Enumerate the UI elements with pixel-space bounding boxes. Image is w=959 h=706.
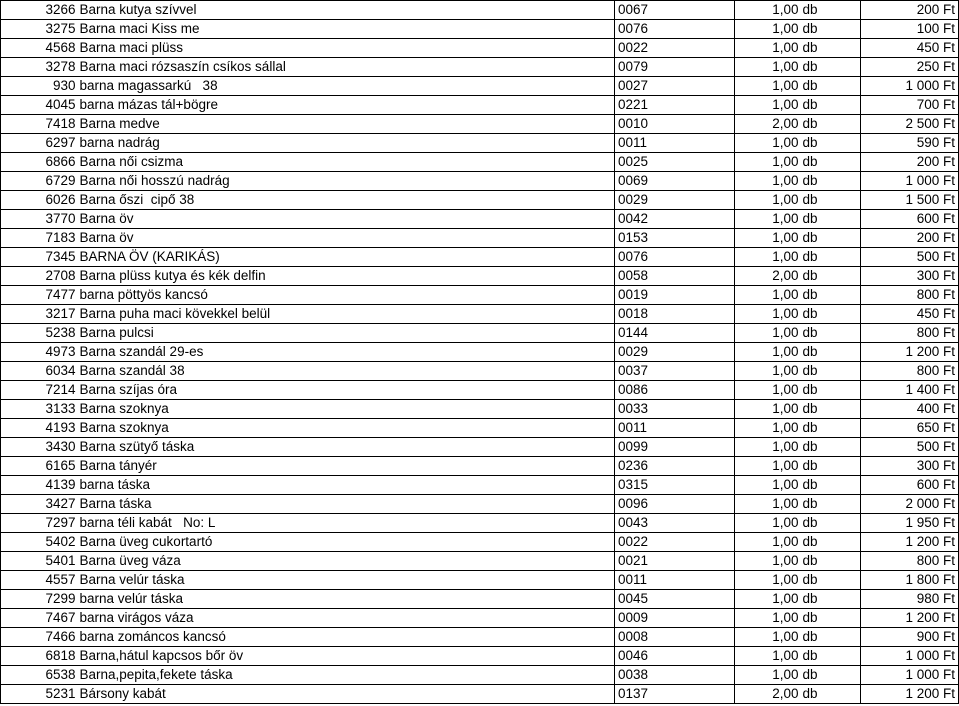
quantity-cell[interactable]: 1,00 [735,438,801,457]
table-row [1,476,959,495]
item-code-cell[interactable]: 0029 [615,343,735,362]
item-id-cell[interactable]: 4568 [1,39,77,58]
item-code-cell[interactable]: 0011 [615,419,735,438]
item-code-cell[interactable]: 0153 [615,229,735,248]
quantity-cell[interactable]: 1,00 [735,39,801,58]
item-name-cell[interactable]: Barna üveg váza [77,552,615,571]
item-code-cell[interactable]: 0038 [615,666,735,685]
item-name-cell[interactable]: barna zománcos kancsó [77,628,615,647]
quantity-cell[interactable]: 1,00 [735,381,801,400]
item-id-cell[interactable]: 4139 [1,476,77,495]
unit-cell[interactable]: db [801,628,861,647]
quantity-cell[interactable]: 1,00 [735,286,801,305]
price-cell[interactable]: 300 Ft [861,267,959,286]
item-id-cell[interactable]: 3770 [1,210,77,229]
item-name-cell[interactable]: barna pöttyös kancsó [77,286,615,305]
unit-cell[interactable]: db [801,286,861,305]
item-code-cell[interactable]: 0058 [615,267,735,286]
item-code-cell[interactable]: 0076 [615,20,735,39]
item-name-cell[interactable]: Barna őszi cipő 38 [77,191,615,210]
table-row [1,172,959,191]
item-id-cell[interactable]: 5401 [1,552,77,571]
price-cell[interactable]: 1 800 Ft [861,571,959,590]
quantity-cell[interactable]: 1,00 [735,172,801,191]
item-name-cell[interactable]: Barna üveg cukortartó [77,533,615,552]
table-row [1,362,959,381]
quantity-cell[interactable]: 1,00 [735,1,801,20]
item-id-cell[interactable]: 7418 [1,115,77,134]
table-row [1,438,959,457]
item-code-cell[interactable]: 0099 [615,438,735,457]
price-cell[interactable]: 1 000 Ft [861,77,959,96]
table-row [1,343,959,362]
price-cell[interactable]: 200 Ft [861,1,959,20]
quantity-cell[interactable]: 1,00 [735,476,801,495]
unit-cell[interactable]: db [801,495,861,514]
quantity-cell[interactable]: 1,00 [735,134,801,153]
price-cell[interactable]: 800 Ft [861,552,959,571]
item-id-cell[interactable]: 3430 [1,438,77,457]
item-code-cell[interactable]: 0009 [615,609,735,628]
price-cell[interactable]: 100 Ft [861,20,959,39]
price-cell[interactable]: 400 Ft [861,400,959,419]
price-cell[interactable]: 450 Ft [861,305,959,324]
unit-cell[interactable]: db [801,685,861,704]
item-name-cell[interactable]: Barna puha maci kövekkel belül [77,305,615,324]
price-cell[interactable]: 200 Ft [861,153,959,172]
table-row [1,552,959,571]
item-id-cell[interactable]: 4193 [1,419,77,438]
price-cell[interactable]: 1 200 Ft [861,533,959,552]
item-code-cell[interactable]: 0315 [615,476,735,495]
item-id-cell[interactable]: 7477 [1,286,77,305]
price-cell[interactable]: 650 Ft [861,419,959,438]
item-code-cell[interactable]: 0086 [615,381,735,400]
quantity-cell[interactable]: 1,00 [735,343,801,362]
item-code-cell[interactable]: 0018 [615,305,735,324]
price-cell[interactable]: 1 500 Ft [861,191,959,210]
item-id-cell[interactable]: 7214 [1,381,77,400]
unit-cell[interactable]: db [801,267,861,286]
quantity-cell[interactable]: 2,00 [735,115,801,134]
item-code-cell[interactable]: 0043 [615,514,735,533]
item-id-cell[interactable]: 7183 [1,229,77,248]
item-id-cell[interactable]: 930 [1,77,77,96]
price-cell[interactable]: 1 000 Ft [861,666,959,685]
item-id-cell[interactable]: 6297 [1,134,77,153]
item-code-cell[interactable]: 0096 [615,495,735,514]
item-id-cell[interactable]: 5402 [1,533,77,552]
item-id-cell[interactable]: 6729 [1,172,77,191]
unit-cell[interactable]: db [801,134,861,153]
item-name-cell[interactable]: Barna velúr táska [77,571,615,590]
unit-cell[interactable]: db [801,590,861,609]
item-code-cell[interactable]: 0236 [615,457,735,476]
inventory-table-body [1,1,959,704]
item-name-cell[interactable]: Bársony kabát [77,685,615,704]
quantity-cell[interactable]: 1,00 [735,571,801,590]
quantity-cell[interactable]: 1,00 [735,191,801,210]
quantity-cell[interactable]: 1,00 [735,210,801,229]
table-row [1,39,959,58]
price-cell[interactable]: 200 Ft [861,229,959,248]
price-cell[interactable]: 980 Ft [861,590,959,609]
item-code-cell[interactable]: 0019 [615,286,735,305]
item-code-cell[interactable]: 0067 [615,1,735,20]
price-cell[interactable]: 300 Ft [861,457,959,476]
item-id-cell[interactable]: 6818 [1,647,77,666]
item-id-cell[interactable]: 6034 [1,362,77,381]
table-row [1,267,959,286]
unit-cell[interactable]: db [801,210,861,229]
unit-cell[interactable]: db [801,58,861,77]
item-id-cell[interactable]: 3278 [1,58,77,77]
price-cell[interactable]: 800 Ft [861,324,959,343]
item-name-cell[interactable]: Barna maci rózsaszín csíkos sállal [77,58,615,77]
table-row [1,457,959,476]
price-cell[interactable]: 250 Ft [861,58,959,77]
quantity-cell[interactable]: 1,00 [735,58,801,77]
item-name-cell[interactable]: Barna szíjas óra [77,381,615,400]
item-name-cell[interactable]: barna téli kabát No: L [77,514,615,533]
quantity-cell[interactable]: 1,00 [735,590,801,609]
item-name-cell[interactable]: Barna szoknya [77,400,615,419]
item-id-cell[interactable]: 4557 [1,571,77,590]
unit-cell[interactable]: db [801,438,861,457]
item-name-cell[interactable]: barna magassarkú 38 [77,77,615,96]
price-cell[interactable]: 500 Ft [861,438,959,457]
price-cell[interactable]: 500 Ft [861,248,959,267]
price-cell[interactable]: 2 500 Ft [861,115,959,134]
item-code-cell[interactable]: 0221 [615,96,735,115]
table-row [1,229,959,248]
unit-cell[interactable]: db [801,533,861,552]
item-name-cell[interactable]: Barna szandál 38 [77,362,615,381]
unit-cell[interactable]: db [801,476,861,495]
item-code-cell[interactable]: 0025 [615,153,735,172]
price-cell[interactable]: 1 000 Ft [861,172,959,191]
table-row [1,495,959,514]
quantity-cell[interactable]: 1,00 [735,248,801,267]
item-name-cell[interactable]: Barna szandál 29-es [77,343,615,362]
item-name-cell[interactable]: Barna női csizma [77,153,615,172]
quantity-cell[interactable]: 1,00 [735,666,801,685]
quantity-cell[interactable]: 2,00 [735,267,801,286]
unit-cell[interactable]: db [801,191,861,210]
item-id-cell[interactable]: 4045 [1,96,77,115]
item-code-cell[interactable]: 0069 [615,172,735,191]
item-name-cell[interactable]: BARNA ÖV (KARIKÁS) [77,248,615,267]
quantity-cell[interactable]: 1,00 [735,20,801,39]
table-row [1,647,959,666]
item-code-cell[interactable]: 0008 [615,628,735,647]
item-id-cell[interactable]: 6866 [1,153,77,172]
price-cell[interactable]: 1 200 Ft [861,685,959,704]
unit-cell[interactable]: db [801,666,861,685]
table-row [1,248,959,267]
table-row [1,514,959,533]
item-code-cell[interactable]: 0021 [615,552,735,571]
item-name-cell[interactable]: Barna öv [77,229,615,248]
item-code-cell[interactable]: 0029 [615,191,735,210]
quantity-cell[interactable]: 1,00 [735,552,801,571]
quantity-cell[interactable]: 1,00 [735,514,801,533]
item-id-cell[interactable]: 6165 [1,457,77,476]
item-code-cell[interactable]: 0144 [615,324,735,343]
unit-cell[interactable]: db [801,609,861,628]
quantity-cell[interactable]: 1,00 [735,419,801,438]
price-cell[interactable]: 1 400 Ft [861,381,959,400]
item-name-cell[interactable]: Barna pulcsi [77,324,615,343]
price-cell[interactable]: 800 Ft [861,362,959,381]
quantity-cell[interactable]: 1,00 [735,400,801,419]
item-name-cell[interactable]: barna velúr táska [77,590,615,609]
item-name-cell[interactable]: barna virágos váza [77,609,615,628]
quantity-cell[interactable]: 2,00 [735,685,801,704]
table-row [1,20,959,39]
item-name-cell[interactable]: Barna táska [77,495,615,514]
item-id-cell[interactable]: 7345 [1,248,77,267]
quantity-cell[interactable]: 1,00 [735,77,801,96]
table-row [1,381,959,400]
table-row [1,571,959,590]
table-row [1,685,959,704]
item-name-cell[interactable]: Barna női hosszú nadrág [77,172,615,191]
item-code-cell[interactable]: 0033 [615,400,735,419]
item-code-cell[interactable]: 0079 [615,58,735,77]
table-row [1,305,959,324]
unit-cell[interactable]: db [801,419,861,438]
item-name-cell[interactable]: Barna öv [77,210,615,229]
item-code-cell[interactable]: 0042 [615,210,735,229]
table-row [1,609,959,628]
unit-cell[interactable]: db [801,305,861,324]
item-code-cell[interactable]: 0022 [615,533,735,552]
quantity-cell[interactable]: 1,00 [735,324,801,343]
item-code-cell[interactable]: 0011 [615,134,735,153]
price-cell[interactable]: 450 Ft [861,39,959,58]
item-id-cell[interactable]: 3217 [1,305,77,324]
unit-cell[interactable]: db [801,343,861,362]
table-row [1,153,959,172]
item-id-cell[interactable]: 5231 [1,685,77,704]
unit-cell[interactable]: db [801,96,861,115]
item-name-cell[interactable]: Barna maci Kiss me [77,20,615,39]
item-name-cell[interactable]: barna mázas tál+bögre [77,96,615,115]
quantity-cell[interactable]: 1,00 [735,229,801,248]
table-row [1,1,959,20]
unit-cell[interactable]: db [801,647,861,666]
item-name-cell[interactable]: Barna kutya szívvel [77,1,615,20]
quantity-cell[interactable]: 1,00 [735,305,801,324]
item-id-cell[interactable]: 3133 [1,400,77,419]
unit-cell[interactable]: db [801,362,861,381]
item-name-cell[interactable]: Barna,pepita,fekete táska [77,666,615,685]
table-row [1,58,959,77]
quantity-cell[interactable]: 1,00 [735,495,801,514]
item-name-cell[interactable]: Barna maci plüss [77,39,615,58]
item-id-cell[interactable]: 6026 [1,191,77,210]
price-cell[interactable]: 590 Ft [861,134,959,153]
item-code-cell[interactable]: 0011 [615,571,735,590]
quantity-cell[interactable]: 1,00 [735,96,801,115]
price-cell[interactable]: 600 Ft [861,476,959,495]
table-row [1,400,959,419]
table-row [1,210,959,229]
quantity-cell[interactable]: 1,00 [735,609,801,628]
unit-cell[interactable]: db [801,115,861,134]
price-cell[interactable]: 700 Ft [861,96,959,115]
unit-cell[interactable]: db [801,1,861,20]
item-code-cell[interactable]: 0046 [615,647,735,666]
item-id-cell[interactable]: 6538 [1,666,77,685]
unit-cell[interactable]: db [801,400,861,419]
unit-cell[interactable]: db [801,514,861,533]
price-cell[interactable]: 1 200 Ft [861,609,959,628]
item-id-cell[interactable]: 3266 [1,1,77,20]
table-row [1,96,959,115]
item-id-cell[interactable]: 3427 [1,495,77,514]
unit-cell[interactable]: db [801,571,861,590]
unit-cell[interactable]: db [801,552,861,571]
table-row [1,134,959,153]
table-row [1,286,959,305]
table-row [1,666,959,685]
unit-cell[interactable]: db [801,153,861,172]
price-cell[interactable]: 900 Ft [861,628,959,647]
item-name-cell[interactable]: Barna,hátul kapcsos bőr öv [77,647,615,666]
unit-cell[interactable]: db [801,20,861,39]
item-name-cell[interactable]: Barna plüss kutya és kék delfin [77,267,615,286]
quantity-cell[interactable]: 1,00 [735,457,801,476]
table-row [1,191,959,210]
price-cell[interactable]: 800 Ft [861,286,959,305]
unit-cell[interactable]: db [801,457,861,476]
price-cell[interactable]: 2 000 Ft [861,495,959,514]
quantity-cell[interactable]: 1,00 [735,153,801,172]
item-code-cell[interactable]: 0027 [615,77,735,96]
item-code-cell[interactable]: 0045 [615,590,735,609]
table-row [1,533,959,552]
item-id-cell[interactable]: 3275 [1,20,77,39]
table-row [1,628,959,647]
price-cell[interactable]: 1 200 Ft [861,343,959,362]
unit-cell[interactable]: db [801,324,861,343]
unit-cell[interactable]: db [801,381,861,400]
item-name-cell[interactable]: barna táska [77,476,615,495]
item-id-cell[interactable]: 4973 [1,343,77,362]
item-id-cell[interactable]: 7299 [1,590,77,609]
item-name-cell[interactable]: Barna medve [77,115,615,134]
unit-cell[interactable]: db [801,39,861,58]
item-id-cell[interactable]: 7297 [1,514,77,533]
table-row [1,324,959,343]
item-code-cell[interactable]: 0010 [615,115,735,134]
quantity-cell[interactable]: 1,00 [735,533,801,552]
unit-cell[interactable]: db [801,229,861,248]
item-code-cell[interactable]: 0037 [615,362,735,381]
table-row [1,590,959,609]
item-name-cell[interactable]: barna nadrág [77,134,615,153]
quantity-cell[interactable]: 1,00 [735,647,801,666]
item-name-cell[interactable]: Barna szoknya [77,419,615,438]
item-name-cell[interactable]: Barna tányér [77,457,615,476]
item-id-cell[interactable]: 5238 [1,324,77,343]
price-cell[interactable]: 600 Ft [861,210,959,229]
item-id-cell[interactable]: 7467 [1,609,77,628]
quantity-cell[interactable]: 1,00 [735,362,801,381]
item-code-cell[interactable]: 0022 [615,39,735,58]
table-row [1,115,959,134]
price-cell[interactable]: 1 000 Ft [861,647,959,666]
unit-cell[interactable]: db [801,77,861,96]
unit-cell[interactable]: db [801,248,861,267]
unit-cell[interactable]: db [801,172,861,191]
item-name-cell[interactable]: Barna szütyő táska [77,438,615,457]
price-cell[interactable]: 1 950 Ft [861,514,959,533]
table-row [1,419,959,438]
item-code-cell[interactable]: 0137 [615,685,735,704]
item-id-cell[interactable]: 7466 [1,628,77,647]
table-row [1,77,959,96]
item-code-cell[interactable]: 0076 [615,248,735,267]
quantity-cell[interactable]: 1,00 [735,628,801,647]
item-id-cell[interactable]: 2708 [1,267,77,286]
